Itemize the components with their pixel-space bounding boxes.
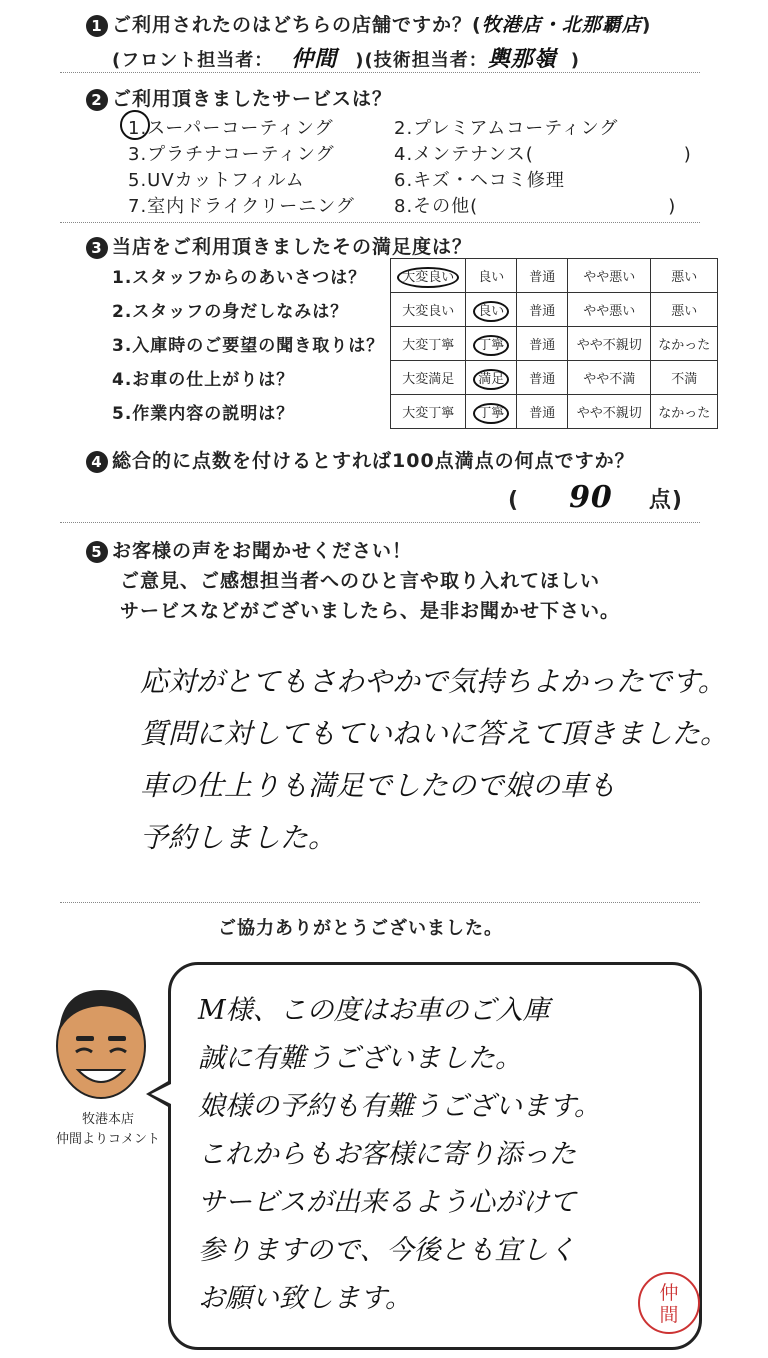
table-row: 1.スタッフからのあいさつは？ 大変良い 良い 普通 やや悪い 悪い	[110, 259, 718, 293]
q5-sub-2: サービスなどがございましたら、是非お聞かせ下さい。	[120, 600, 621, 622]
reply-line-6: 参りますので、今後とも宜しく	[198, 1235, 576, 1266]
q5-number-icon: 5	[86, 541, 108, 563]
service-7: 7.室内ドライクリーニング	[128, 196, 355, 217]
front-staff-name: 仲間	[291, 46, 338, 72]
reply-line-2: 誠に有難うございました。	[198, 1043, 522, 1074]
customer-comment-line-3: 車の仕上りも満足でしたので娘の車も	[140, 769, 617, 802]
staff-caption: 牧港本店 仲間よりコメント	[55, 1112, 160, 1147]
q1-line: 1 ご利用されたのはどちらの店舗ですか？(牧港店・北那覇店)	[86, 10, 651, 37]
name-seal-stamp: 仲間	[638, 1272, 700, 1334]
customer-comment-line-1: 応対がとてもさわやかで気持ちよかったです。	[140, 665, 726, 698]
divider	[60, 522, 700, 523]
service-5: 5.UVカットフィルム	[128, 170, 305, 191]
q4-number-icon: 4	[86, 451, 108, 473]
tech-staff-name: 輿那嶺	[487, 46, 557, 72]
service-1-circle-mark	[120, 110, 150, 140]
service-3: 3.プラチナコーティング	[128, 144, 335, 165]
reply-line-7: お願い致します。	[198, 1283, 412, 1314]
q2-heading: 2 ご利用頂きましたサービスは？	[86, 84, 392, 111]
table-row: 2.スタッフの身だしなみは？ 大変良い 良い 普通 やや悪い 悪い	[110, 293, 718, 327]
avatar	[46, 982, 156, 1108]
service-8: 8.その他( )	[394, 196, 677, 217]
q5-sub-1: ご意見、ご感想担当者へのひと言や取り入れてほしい	[120, 570, 601, 592]
score-value: 90	[569, 480, 613, 515]
customer-comment-line-4: 予約しました。	[140, 821, 337, 854]
table-row: 4.お車の仕上がりは？ 大変満足 満足 普通 やや不満 不満	[110, 361, 718, 395]
table-row: 3.入庫時のご要望の聞き取りは？ 大変丁寧 丁寧 普通 やや不親切 なかった	[110, 327, 718, 361]
satisfaction-table	[110, 258, 718, 429]
service-4: 4.メンテナンス( )	[394, 144, 692, 165]
service-2: 2.プレミアムコーティング	[394, 118, 619, 139]
q2-number-icon: 2	[86, 89, 108, 111]
reply-line-4: これからもお客様に寄り添った	[198, 1139, 576, 1170]
q4-heading: 4 総合的に点数を付けるとすれば100点満点の何点ですか？	[86, 446, 635, 473]
q5-heading: 5 お客様の声をお聞かせください！	[86, 536, 412, 563]
q3-heading: 3 当店をご利用頂きましたその満足度は？	[86, 232, 472, 259]
service-6: 6.キズ・ヘコミ修理	[394, 170, 565, 191]
divider	[60, 222, 700, 223]
thanks-text: ご協力ありがとうございました。	[218, 918, 503, 939]
divider	[60, 72, 700, 73]
q1-staff-line: (フロント担当者： 仲間 )(技術担当者：輿那嶺 )	[112, 46, 580, 72]
customer-comment-line-2: 質問に対してもていねいに答えて頂きました。	[140, 717, 729, 750]
reply-line-5: サービスが出来るよう心がけて	[198, 1187, 576, 1218]
table-row: 5.作業内容の説明は？ 大変丁寧 丁寧 普通 やや不親切 なかった	[110, 395, 718, 429]
divider	[60, 902, 700, 903]
reply-line-1: M様、この度はお車のご入庫	[198, 995, 550, 1026]
q4-score-line: ( 90 点)	[508, 480, 683, 515]
service-1: 1.スーパーコーティング	[128, 118, 334, 139]
q3-number-icon: 3	[86, 237, 108, 259]
reply-line-3: 娘様の予約も有難うございます。	[198, 1091, 601, 1122]
q1-number-icon: 1	[86, 15, 108, 37]
